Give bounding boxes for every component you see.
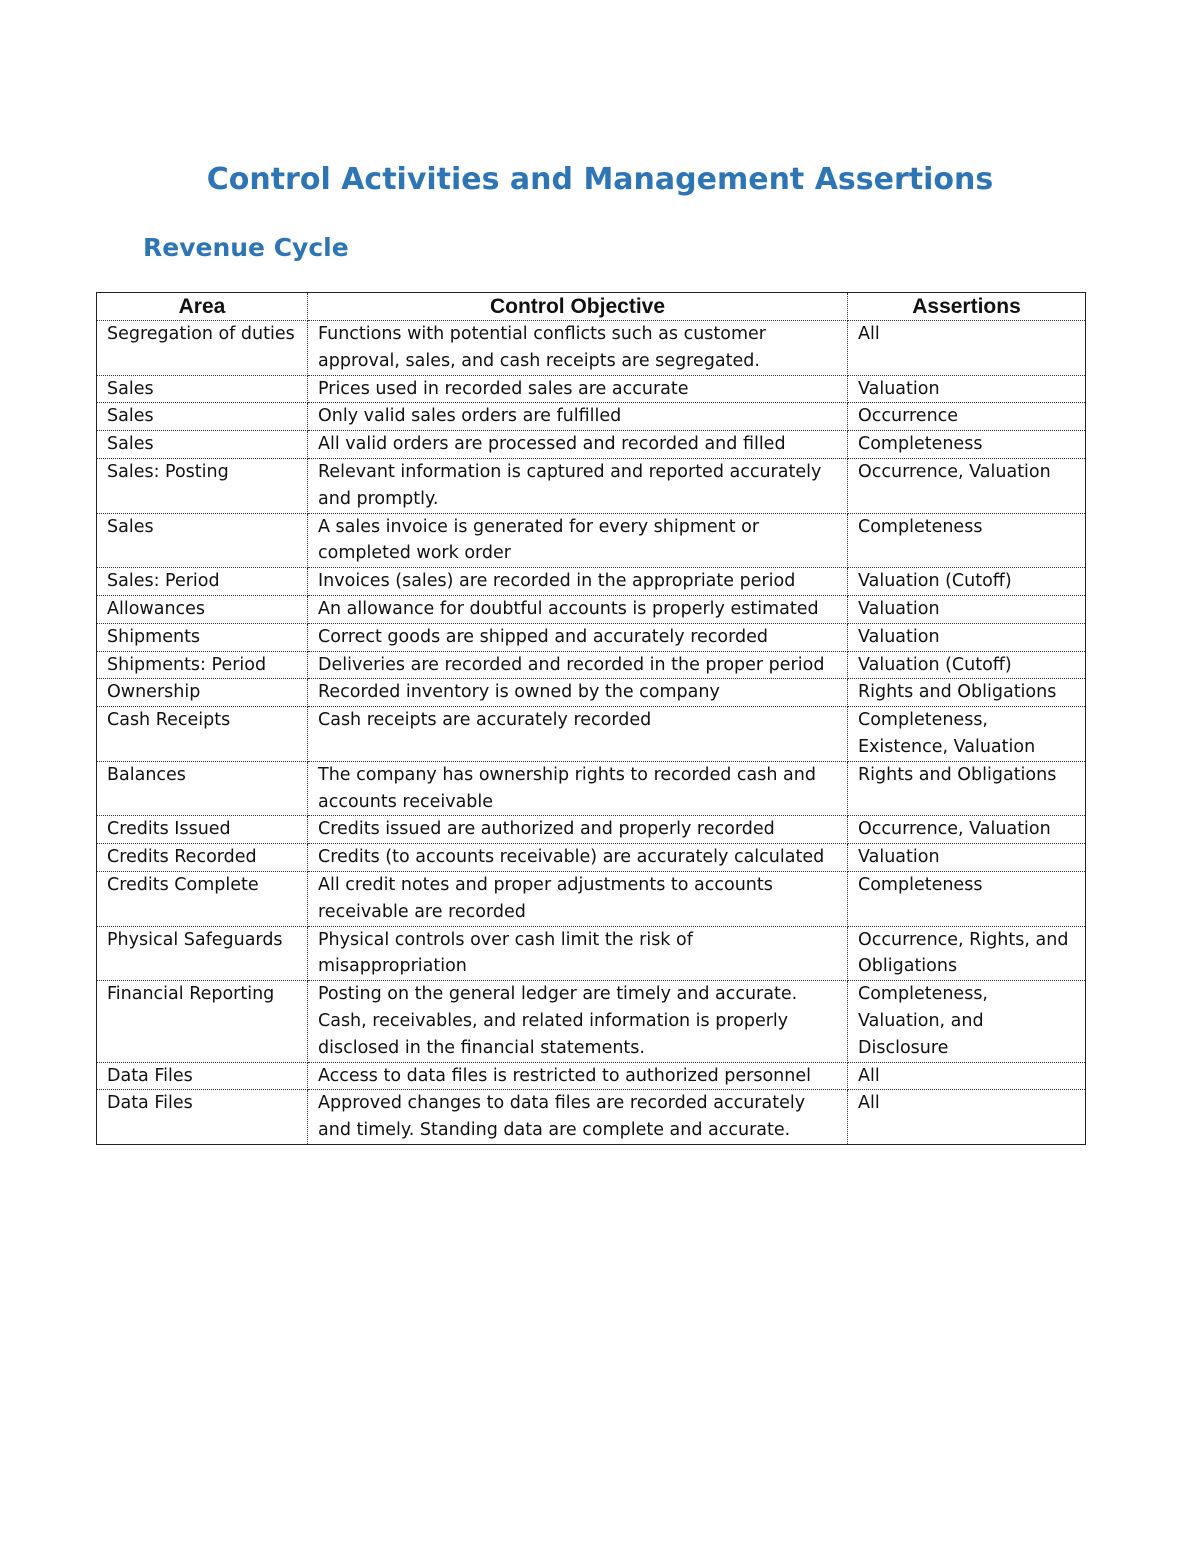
cell-assertions: Completeness (848, 871, 1086, 926)
cell-assertions: Completeness (848, 431, 1086, 459)
cell-assertions: Valuation (848, 623, 1086, 651)
cell-area: Balances (97, 761, 308, 816)
table-header-row (97, 293, 1086, 321)
table-row (97, 679, 1086, 707)
cell-assertions: Completeness, Valuation, and Disclosure (848, 981, 1086, 1062)
table-row (97, 871, 1086, 926)
cell-objective: An allowance for doubtful accounts is properly estimated (308, 595, 848, 623)
table-row (97, 844, 1086, 872)
table-row (97, 513, 1086, 568)
cell-assertions: Completeness, Existence, Valuation (848, 707, 1086, 762)
cell-assertions: Rights and Obligations (848, 679, 1086, 707)
header-area: Area (97, 293, 308, 321)
cell-area: Shipments (97, 623, 308, 651)
cell-assertions: Completeness (848, 513, 1086, 568)
cell-objective: A sales invoice is generated for every shipment or completed work order (308, 513, 848, 568)
cell-area: Allowances (97, 595, 308, 623)
table-row (97, 981, 1086, 1062)
table-row (97, 375, 1086, 403)
cell-area: Credits Recorded (97, 844, 308, 872)
cell-assertions: Valuation (Cutoff) (848, 568, 1086, 596)
table-row (97, 623, 1086, 651)
cell-area: Sales (97, 431, 308, 459)
cell-area: Sales (97, 513, 308, 568)
cell-objective: The company has ownership rights to recorded cash and accounts receivable (308, 761, 848, 816)
cell-assertions: Occurrence, Valuation (848, 458, 1086, 513)
control-activities-table (96, 292, 1086, 1145)
cell-objective: Access to data files is restricted to authorized personnel (308, 1062, 848, 1090)
section-title: Revenue Cycle (143, 233, 349, 262)
cell-objective: All credit notes and proper adjustments to accounts receivable are recorded (308, 871, 848, 926)
cell-objective: Correct goods are shipped and accurately recorded (308, 623, 848, 651)
table-row (97, 321, 1086, 376)
cell-area: Data Files (97, 1090, 308, 1145)
table-row (97, 403, 1086, 431)
table-row (97, 816, 1086, 844)
cell-objective: Invoices (sales) are recorded in the appropriate period (308, 568, 848, 596)
cell-assertions: All (848, 1090, 1086, 1145)
cell-objective: Relevant information is captured and reported accurately and promptly. (308, 458, 848, 513)
cell-objective: Functions with potential conflicts such as customer approval, sales, and cash receipts are segregated. (308, 321, 848, 376)
cell-area: Ownership (97, 679, 308, 707)
cell-objective: Physical controls over cash limit the risk of misappropriation (308, 926, 848, 981)
page-title: Control Activities and Management Assertions (206, 162, 994, 197)
cell-area: Credits Complete (97, 871, 308, 926)
table-row (97, 595, 1086, 623)
cell-assertions: Occurrence, Rights, and Obligations (848, 926, 1086, 981)
table-row (97, 431, 1086, 459)
header-assertions: Assertions (848, 293, 1086, 321)
table-row (97, 458, 1086, 513)
cell-area: Segregation of duties (97, 321, 308, 376)
cell-area: Data Files (97, 1062, 308, 1090)
cell-assertions: Valuation (Cutoff) (848, 651, 1086, 679)
table-row (97, 761, 1086, 816)
cell-objective: Posting on the general ledger are timely and accurate. Cash, receivables, and related information is properly disclosed in the financial statements. (308, 981, 848, 1062)
cell-area: Sales (97, 403, 308, 431)
table-row (97, 568, 1086, 596)
table-row (97, 1090, 1086, 1145)
cell-objective: Credits issued are authorized and properly recorded (308, 816, 848, 844)
cell-assertions: Valuation (848, 844, 1086, 872)
cell-area: Sales: Posting (97, 458, 308, 513)
cell-area: Sales: Period (97, 568, 308, 596)
table-row (97, 926, 1086, 981)
cell-objective: Approved changes to data files are recorded accurately and timely. Standing data are complete and accurate. (308, 1090, 848, 1145)
cell-objective: Prices used in recorded sales are accurate (308, 375, 848, 403)
cell-objective: Cash receipts are accurately recorded (308, 707, 848, 762)
cell-objective: Deliveries are recorded and recorded in the proper period (308, 651, 848, 679)
cell-area: Shipments: Period (97, 651, 308, 679)
cell-assertions: Occurrence, Valuation (848, 816, 1086, 844)
cell-objective: Only valid sales orders are fulfilled (308, 403, 848, 431)
cell-assertions: All (848, 1062, 1086, 1090)
cell-objective: Credits (to accounts receivable) are accurately calculated (308, 844, 848, 872)
cell-area: Sales (97, 375, 308, 403)
cell-area: Cash Receipts (97, 707, 308, 762)
cell-area: Physical Safeguards (97, 926, 308, 981)
cell-assertions: Valuation (848, 595, 1086, 623)
cell-objective: All valid orders are processed and recorded and filled (308, 431, 848, 459)
cell-assertions: Valuation (848, 375, 1086, 403)
header-control-objective: Control Objective (308, 293, 848, 321)
cell-objective: Recorded inventory is owned by the company (308, 679, 848, 707)
cell-area: Financial Reporting (97, 981, 308, 1062)
table-row (97, 651, 1086, 679)
cell-assertions: Rights and Obligations (848, 761, 1086, 816)
table-row (97, 1062, 1086, 1090)
cell-assertions: Occurrence (848, 403, 1086, 431)
cell-assertions: All (848, 321, 1086, 376)
cell-area: Credits Issued (97, 816, 308, 844)
table-row (97, 707, 1086, 762)
